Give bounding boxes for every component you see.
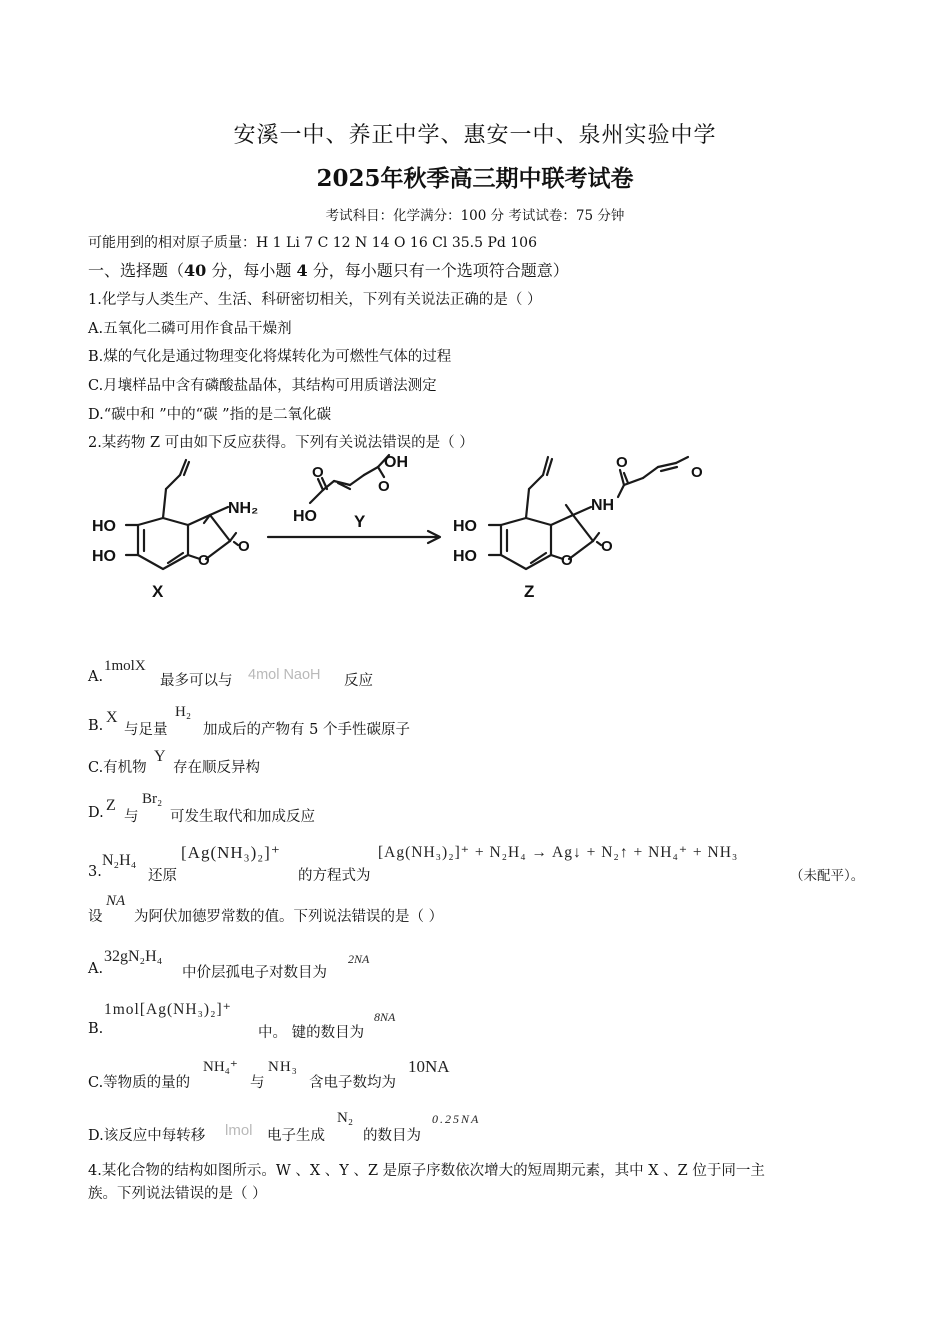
q2-d-formula-2: Br₂ [142,791,163,807]
q2-a-text-2: 反应 [344,673,373,689]
q3-b-text-1: 中。 键的数目为 [258,1025,365,1041]
z-carbonyl-o: O [601,538,613,555]
q2-option-c-text-1: C.有机物 [88,760,147,776]
q3-d-formula-3: 0.25NA [432,1112,481,1126]
q3-option-c-text-1: C.等物质的量的 [88,1075,191,1091]
school-names: 安溪一中、养正中学、惠安一中、泉州实验中学 [233,123,717,148]
q3-line2-text: 为阿伏加德罗常数的值。下列说法错误的是（ ） [134,909,444,925]
q3-formula-complex: [Ag(NH₃)₂]⁺ [181,843,281,862]
q2-stem: 2.某药物 Z 可由如下反应获得。下列有关说法错误的是（ ） [88,435,474,451]
z-ring-o: O [561,552,573,569]
exam-title: 2025年秋季高三期中联考试卷 [316,165,634,192]
q3-line2-na: NA [106,893,126,909]
q1-option-a: A.五氧化二磷可用作食品干燥剂 [88,321,292,337]
q3-a-formula-2: 2NA [348,952,370,966]
q3-line2-prefix: 设 [88,909,103,925]
q4-stem-line-1: 4.某化合物的结构如图所示。W 、X 、Y 、Z 是原子序数依次增大的短周期元素，其中 X 、Z 位于同一主 [88,1163,765,1179]
x-benzene-ring [138,518,188,569]
z-ho-1: HO [453,518,477,535]
q3-a-text-1: 中价层孤电子对数目为 [182,965,327,981]
q2-b-text-1: 与足量 [124,722,168,738]
q3-b-formula-2: 8NA [374,1010,396,1024]
q1-stem: 1.化学与人类生产、生活、科研密切相关，下列有关说法正确的是（ ） [88,292,542,308]
z-ho-2: HO [453,548,477,565]
x-nh2: NH₂ [228,500,259,517]
q2-a-formula-2: 4mol NaoH [248,667,321,683]
q2-option-d-prefix: D. [88,805,104,821]
x-ho-2: HO [92,548,116,565]
q2-a-formula-1: 1molX [104,658,146,674]
x-ho-1: HO [92,518,116,535]
q1-option-c: C.月壤样品中含有磷酸盐晶体，其结构可用质谱法测定 [88,378,437,394]
q3-c-formula-3: 10NA [408,1057,450,1076]
q2-d-text-2: 可发生取代和加成反应 [170,809,315,825]
z-amide-o: O [616,454,628,471]
z-benzene-ring [501,518,551,569]
q1-option-d: D.“碳中和 ”中的“碳 ”指的是二氧化碳 [88,407,332,423]
q3-d-text-3: 的数目为 [363,1128,421,1144]
q3-option-d-text-1: D.该反应中每转移 [88,1128,206,1144]
q1-option-b: B.煤的气化是通过物理变化将煤转化为可燃性气体的过程 [88,349,452,365]
y-o-1: O [312,464,324,481]
x-ring-o: O [198,552,210,569]
q3-text-3: （未配平）。 [790,868,865,884]
label-y: Y [354,512,366,531]
q3-text-2: 的方程式为 [298,868,371,884]
z-end-o: O [691,464,703,481]
reaction-scheme [88,445,738,610]
q3-text-1: 还原 [148,868,177,884]
q2-d-text-1: 与 [124,809,139,825]
q3-option-a-prefix: A. [88,961,104,977]
exam-info: 考试科目：化学满分：100 分 考试试卷：75 分钟 [325,208,625,224]
q3-d-formula-2: N₂ [337,1110,354,1126]
q3-a-formula-1: 32gN₂H₄ [104,948,163,965]
label-x: X [152,582,164,601]
q2-option-b-prefix: B. [88,718,104,734]
z-nh: NH [591,497,615,514]
q3-c-text-2: 与 [250,1075,265,1091]
q2-c-text-2: 存在顺反异构 [173,760,260,776]
y-o-2: O [378,478,390,495]
x-carbonyl-o: O [238,538,250,555]
y-oh: OH [384,454,408,471]
q3-option-b-prefix: B. [88,1021,104,1037]
q3-equation: [Ag(NH₃)₂]⁺ + N₂H₄ → Ag↓ + N₂↑ + NH₄⁺ + NH₃ [378,844,739,861]
q3-formula-n2h4: N₂H₄ [102,852,137,869]
q2-b-formula-1: X [106,709,118,726]
q3-c-formula-1: NH₄⁺ [203,1059,238,1075]
q2-option-a: A. [88,669,104,685]
q4-stem-line-2: 族。下列说法错误的是（ ） [88,1186,267,1202]
q2-b-text-2: 加成后的产物有 5 个手性碳原子 [203,722,410,738]
q2-d-formula-1: Z [106,797,116,814]
section-title: 一、选择题（40 分，每小题 4 分，每小题只有一个选项符合题意） [88,261,569,280]
q3-b-formula-1: 1mol[Ag(NH₃)₂]⁺ [104,1001,232,1018]
q3-d-formula-1: lmol [225,1122,253,1139]
q2-c-formula-1: Y [154,748,166,765]
q3-c-formula-2: NH₃ [268,1059,298,1075]
q3-c-text-3: 含电子数均为 [309,1075,396,1091]
y-ho: HO [293,508,317,525]
q3-d-text-2: 电子生成 [267,1128,325,1144]
q2-a-text-1: 最多可以与 [160,673,233,689]
atomic-masses: 可能用到的相对原子质量：H 1 Li 7 C 12 N 14 O 16 Cl 35.5 Pd 106 [88,235,537,251]
q3-prefix: 3. [88,864,102,880]
q2-b-formula-2: H₂ [175,704,192,720]
label-z: Z [524,582,535,601]
